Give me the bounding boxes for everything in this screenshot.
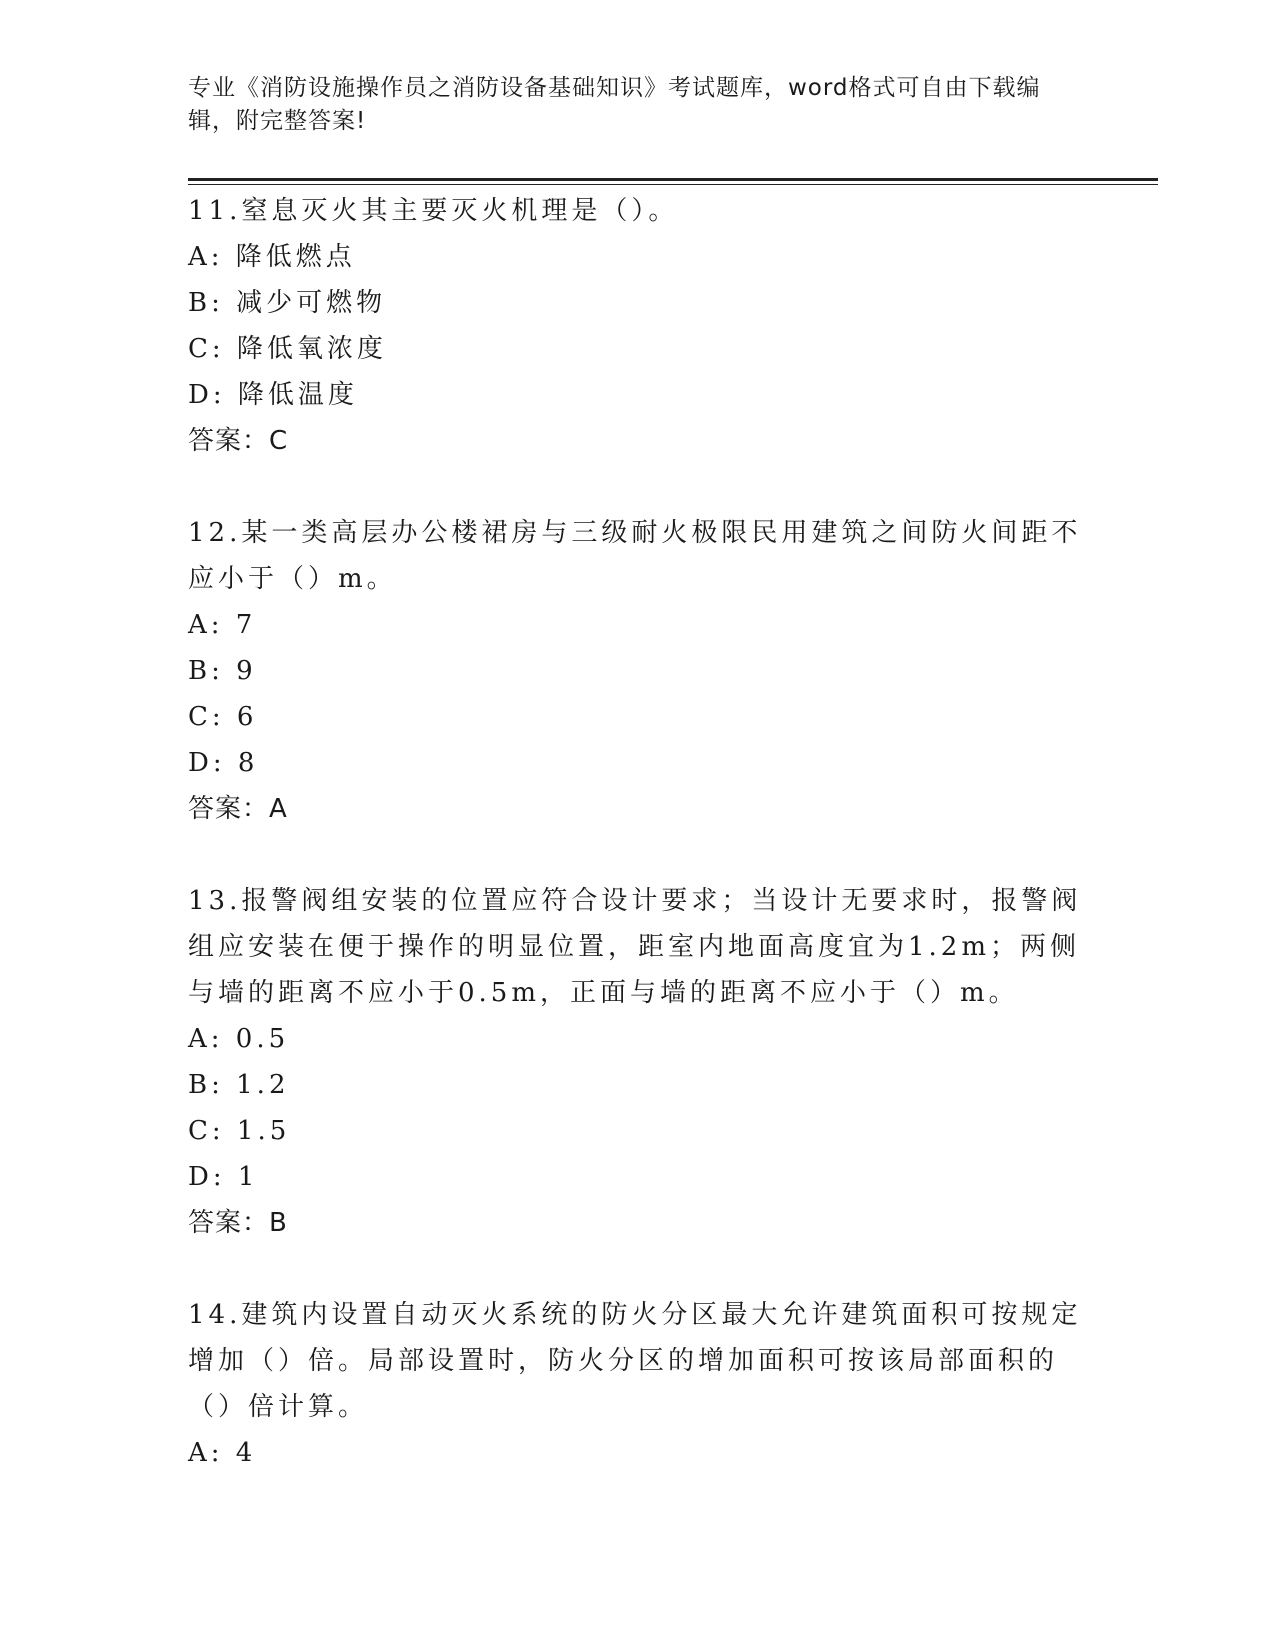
question-text: 12.某一类高层办公楼裙房与三级耐火极限民用建筑之间防火间距不应小于（）m。 [188,518,1082,594]
header-divider-thick [188,178,1158,181]
option-c: C: 6 [188,702,258,732]
option-b: B: 减少可燃物 [188,288,387,318]
option-a: A: 0.5 [188,1024,290,1054]
option-d: D: 1 [188,1162,259,1192]
question-list [188,188,1088,1476]
option-b: B: 1.2 [188,1070,290,1100]
option-c: C: 1.5 [188,1116,291,1146]
option-d: D: 降低温度 [188,380,358,410]
question-14 [188,1292,1088,1476]
header-divider-thin [188,184,1158,185]
option-b: B: 9 [188,656,257,686]
option-d: D: 8 [188,748,259,778]
answer-label: 答案：C [188,426,289,456]
question-text: 11.窒息灭火其主要灭火机理是（）。 [188,196,679,226]
question-13 [188,878,1088,1246]
question-text: 13.报警阀组安装的位置应符合设计要求；当设计无要求时，报警阀组应安装在便于操作的明显位置，距室内地面高度宜为1.2m；两侧与墙的距离不应小于0.5m，正面与墙的距离不应小于（）m。 [188,886,1082,1008]
question-12 [188,510,1088,832]
header-intro-text: 专业《消防设施操作员之消防设备基础知识》考试题库，word格式可自由下载编辑，附完整答案! [188,75,1041,134]
option-a: A: 4 [188,1438,257,1468]
option-a: A: 7 [188,610,257,640]
option-a: A: 降低燃点 [188,242,356,272]
option-c: C: 降低氧浓度 [188,334,387,364]
question-text: 14.建筑内设置自动灭火系统的防火分区最大允许建筑面积可按规定增加（）倍。局部设置时，防火分区的增加面积可按该局部面积的（）倍计算。 [188,1300,1082,1422]
answer-label: 答案：B [188,1208,288,1238]
answer-label: 答案：A [188,794,288,824]
document-header [188,72,1088,138]
question-11 [188,188,1088,464]
